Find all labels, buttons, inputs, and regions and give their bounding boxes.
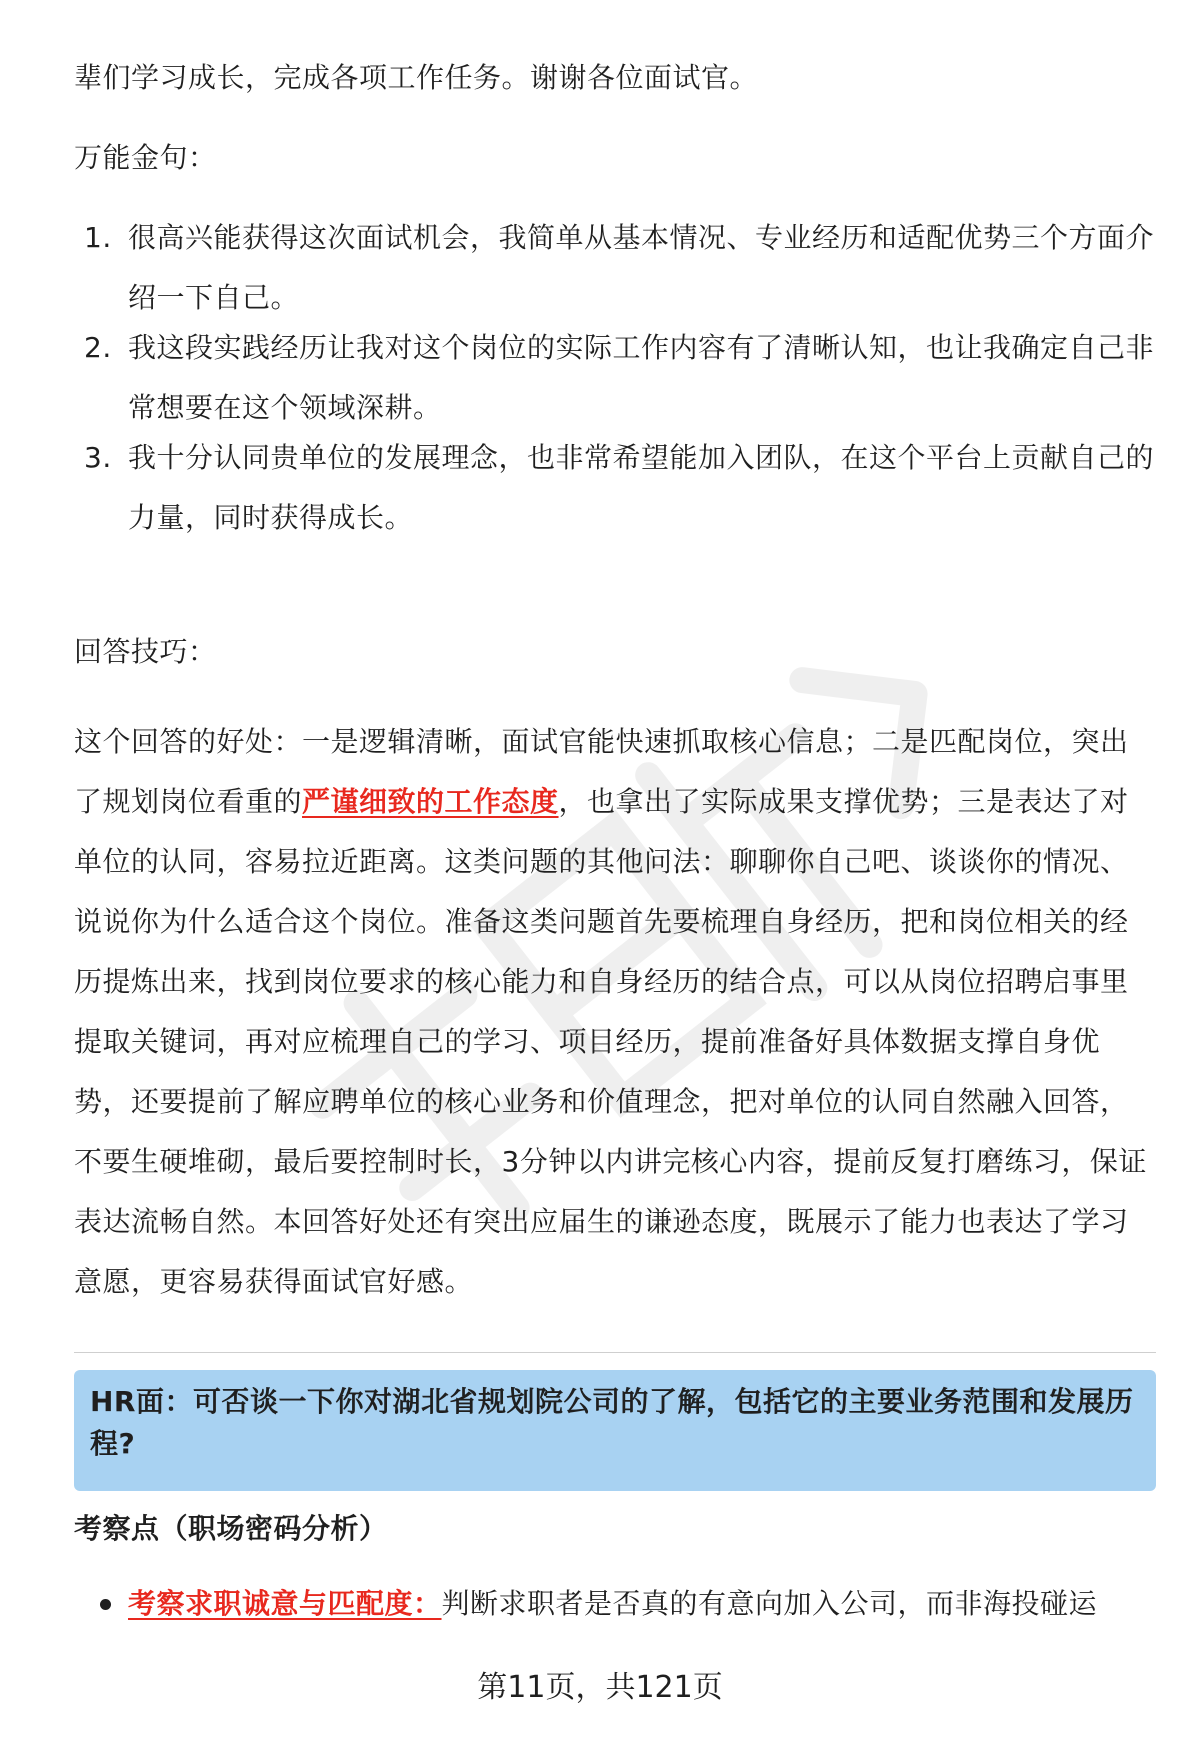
tips-text-before: 这个回答的好处：一是逻辑清晰，面试官能快速抓取核心信息；二是匹配岗位，突出了规划岗位看重的 <box>74 725 1129 818</box>
bullet-body: 判断求职者是否真的有意向加入公司，而非海投碰运 <box>441 1587 1098 1620</box>
list-number: 1. <box>84 221 112 254</box>
bullet-dot-icon <box>100 1599 111 1610</box>
list-text: 我这段实践经历让我对这个岗位的实际工作内容有了清晰认知，也让我确定自己非常想要在这个领域深耕。 <box>128 331 1155 424</box>
golden-sentences-title: 万能金句： <box>74 141 217 174</box>
list-number: 2. <box>84 331 112 364</box>
list-text: 很高兴能获得这次面试机会，我简单从基本情况、专业经历和适配优势三个方面介绍一下自己。 <box>128 221 1155 314</box>
bullet-text <box>128 1579 1158 1629</box>
intro-tail-paragraph: 辈们学习成长，完成各项工作任务。谢谢各位面试官。 <box>74 61 759 94</box>
section-divider <box>74 1352 1156 1353</box>
highlight-phrase: 严谨细致的工作态度 <box>302 785 559 818</box>
question-text: HR面：可否谈一下你对湖北省规划院公司的了解，包括它的主要业务范围和发展历程? <box>90 1385 1134 1460</box>
list-number: 3. <box>84 441 112 474</box>
list-text: 我十分认同贵单位的发展理念，也非常希望能加入团队，在这个平台上贡献自己的力量，同时获得成长。 <box>128 441 1155 534</box>
page-footer: 第11页，共121页 <box>477 1670 723 1705</box>
question-box <box>74 1370 1156 1491</box>
bullet-label: 考察求职诚意与匹配度： <box>128 1587 442 1620</box>
tips-paragraph <box>74 712 1156 1312</box>
tips-text-after: ，也拿出了实际成果支撑优势；三是表达了对单位的认同，容易拉近距离。这类问题的其他问法：聊聊你自己吧、谈谈你的情况、说说你为什么适合这个岗位。准备这类问题首先要梳理自身经历，把和岗位相关的经历提炼出来，找到岗位要求的核心能力和自身经历的结合点，可以从岗位招聘启事里提取关键词，再对应梳理自己的学习、项目经历，提前准备好具体数据支撑自身优势，还要提前了解应聘单位的核心业务和价值理念，把对单位的认同自然融入回答，不要生硬堆砌，最后要控制时长，3分钟以内讲完核心内容，提前反复打磨练习，保证表达流畅自然。本回答好处还有突出应届生的谦逊态度，既展示了能力也表达了学习意愿，更容易获得面试官好感。 <box>74 785 1147 1298</box>
tips-title: 回答技巧： <box>74 635 217 668</box>
exam-points-title: 考察点（职场密码分析） <box>74 1512 388 1545</box>
